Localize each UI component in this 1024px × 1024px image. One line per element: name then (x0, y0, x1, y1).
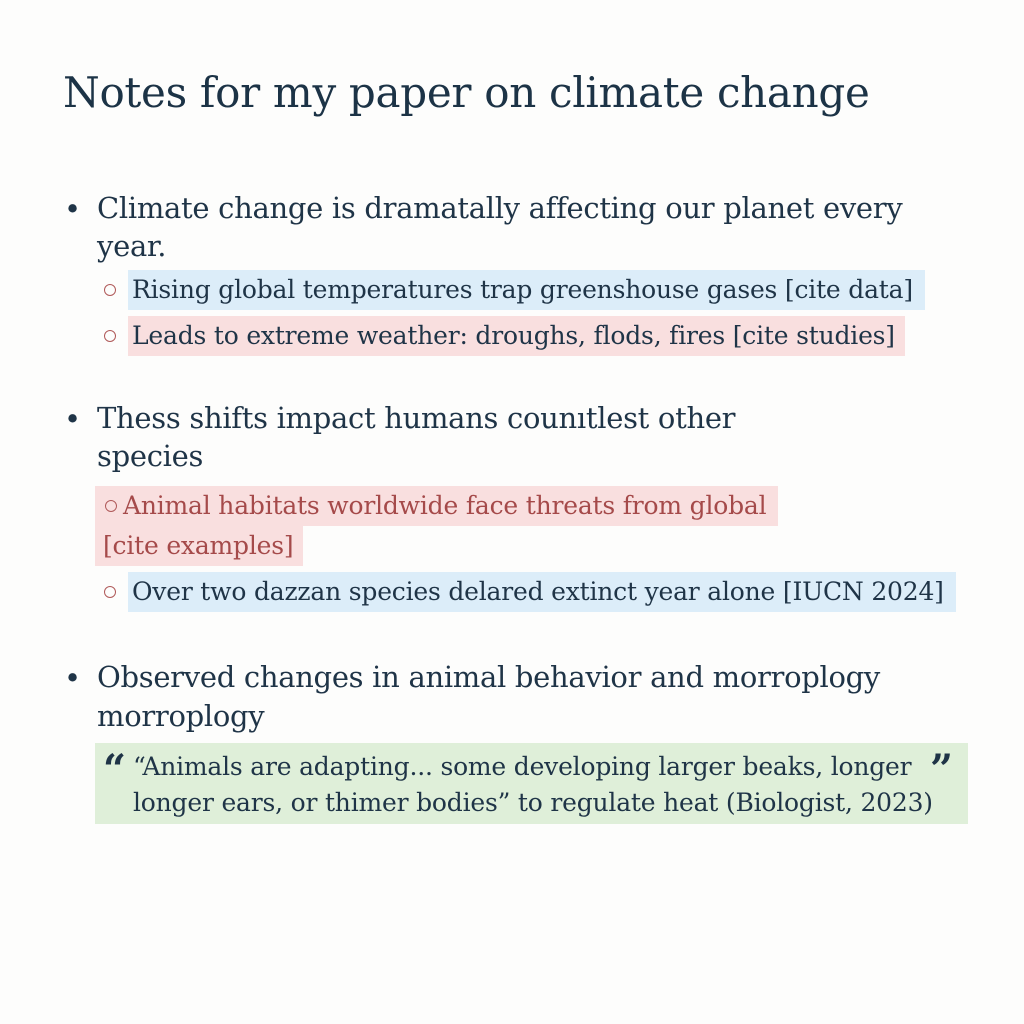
sub-bullet-1-2 (104, 316, 905, 356)
highlight-text: Rising global temperatures trap greenshouse gases [cite data] (128, 270, 925, 310)
hollow-circle-icon (105, 500, 117, 512)
hollow-circle-icon (104, 284, 116, 296)
sub-bullet-1-1 (104, 270, 925, 310)
highlight-text: [cite examples] (103, 531, 294, 560)
bullet-3-line-2: morroplogy (97, 699, 265, 733)
bullet-1-line-2: year. (97, 229, 167, 263)
bullet-dot-icon: • (64, 192, 82, 226)
bullet-dot-icon: • (64, 402, 82, 436)
bullet-1-line-1: Climate change is dramatally affecting our planet every (97, 191, 903, 225)
bullet-dot-icon: • (64, 661, 82, 695)
quote-line-2: longer ears, or thimer bodies” to regulate heat (Biologist, 2023) (133, 788, 933, 817)
sub-bullet-2-2 (104, 572, 956, 612)
highlight-text: Over two dazzan species delared extinct year alone [IUCN 2024] (128, 572, 956, 612)
hollow-circle-icon (104, 586, 116, 598)
page-title: Notes for my paper on climate change (63, 68, 870, 117)
highlight-text: Animal habitats worldwide face threats from global (123, 491, 767, 520)
bullet-2-line-1: Thess shifts impact humans counıtlest other (97, 401, 736, 435)
quote-line-1: “Animals are adapting... some developing larger beaks, longer (133, 752, 912, 781)
sub-bullet-2-1 (95, 486, 778, 526)
sub-bullet-2-1-continued (95, 526, 303, 566)
highlight-text: Leads to extreme weather: droughs, flods, fires [cite studies] (128, 316, 905, 356)
open-quote-icon: “ (103, 746, 127, 793)
bullet-2-line-2: species (97, 439, 204, 473)
close-quote-icon: ” (930, 746, 954, 793)
bullet-3-line-1: Observed changes in animal behavior and morroplogy (97, 660, 881, 694)
hollow-circle-icon (104, 330, 116, 342)
